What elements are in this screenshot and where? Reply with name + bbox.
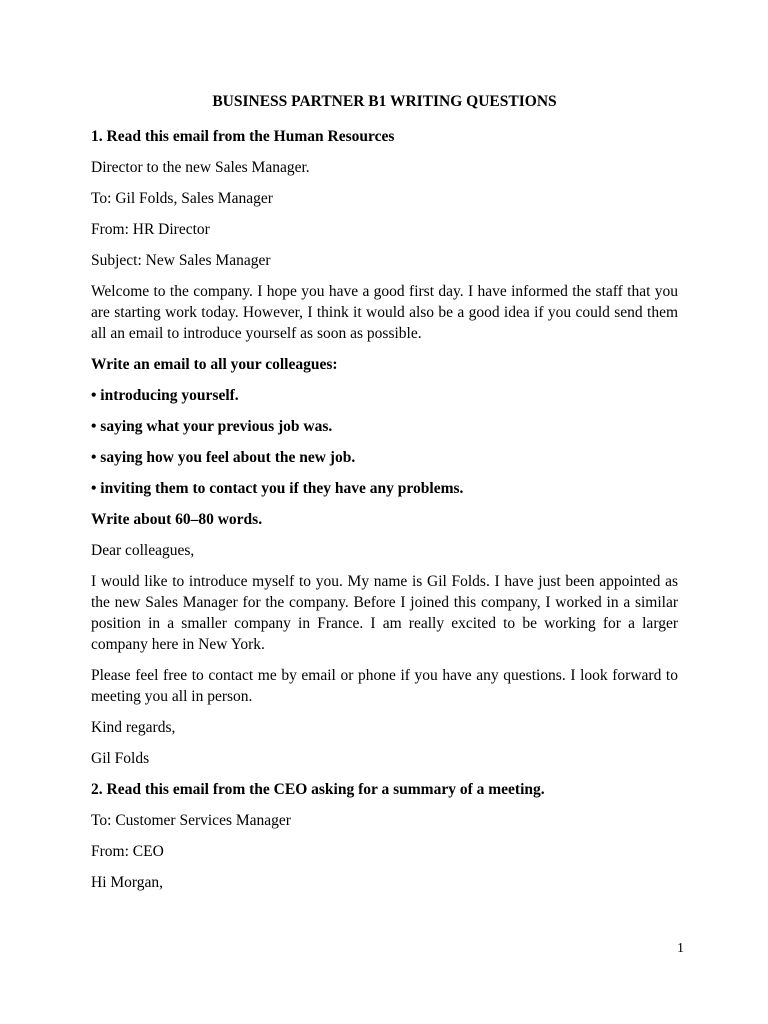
task-instruction: Write an email to all your colleagues:	[91, 356, 338, 373]
page-number: 1	[677, 941, 684, 956]
email-from-line: From: CEO	[91, 843, 164, 860]
task-bullet: • inviting them to contact you if they have any problems.	[91, 480, 464, 497]
answer-paragraph: I would like to introduce myself to you. My name is Gil Folds. I have just been appointed as the new Sales Manager for the company. Before I joined this company, I worked in a similar position in a smaller company in France. I am really excited to be working for a larger company here in New York.	[91, 573, 678, 653]
email-subject-line: Subject: New Sales Manager	[91, 252, 271, 269]
email-to-line: To: Gil Folds, Sales Manager	[91, 190, 273, 207]
document-title: BUSINESS PARTNER B1 WRITING QUESTIONS	[212, 93, 557, 110]
task-bullet: • introducing yourself.	[91, 387, 239, 404]
paragraph: Director to the new Sales Manager.	[91, 159, 310, 176]
word-count-instruction: Write about 60–80 words.	[91, 511, 263, 528]
email-to-line: To: Customer Services Manager	[91, 812, 291, 829]
task-bullet: • saying what your previous job was.	[91, 418, 333, 435]
answer-paragraph: Please feel free to contact me by email or phone if you have any questions. I look forward to meeting you all in person.	[91, 667, 678, 705]
email-from-line: From: HR Director	[91, 221, 210, 238]
email-greeting: Hi Morgan,	[91, 874, 164, 891]
question-2-heading: 2. Read this email from the CEO asking for a summary of a meeting.	[91, 781, 545, 798]
task-bullet: • saying how you feel about the new job.	[91, 449, 356, 466]
answer-signature: Gil Folds	[91, 750, 150, 767]
answer-greeting: Dear colleagues,	[91, 542, 195, 559]
email-body-paragraph: Welcome to the company. I hope you have a good first day. I have informed the staff that you are starting work today. However, I think it would also be a good idea if you could send them all an email to introduce yourself as soon as possible.	[91, 283, 678, 342]
question-1-heading: 1. Read this email from the Human Resources	[91, 128, 395, 145]
document-body	[91, 88, 678, 903]
answer-closing: Kind regards,	[91, 719, 176, 736]
